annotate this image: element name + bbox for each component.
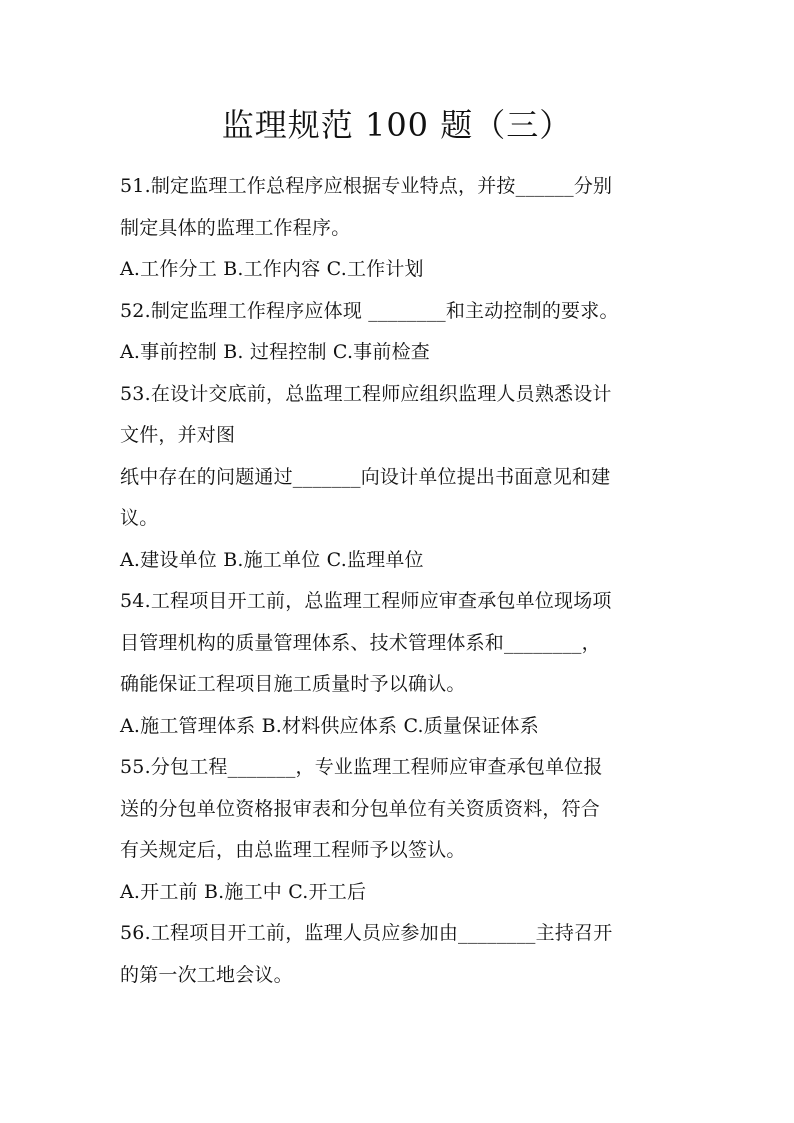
text-line: 54.工程项目开工前，总监理工程师应审查承包单位现场项 bbox=[120, 590, 612, 612]
text-line: 制定具体的监理工作程序。 bbox=[120, 216, 351, 239]
text-line: 的第一次工地会议。 bbox=[120, 963, 293, 986]
text-line: 52.制定监理工作程序应体现 ________和主动控制的要求。 bbox=[120, 299, 619, 322]
answer-options: A.建设单位 B.施工单位 C.监理单位 bbox=[120, 548, 424, 571]
text-line: 议。 bbox=[120, 507, 159, 529]
text-line: 纸中存在的问题通过_______向设计单位提出书面意见和建 bbox=[120, 465, 611, 488]
answer-options: A.施工管理体系 B.材料供应体系 C.质量保证体系 bbox=[120, 714, 539, 737]
text-line: 51.制定监理工作总程序应根据专业特点，并按______分别 bbox=[120, 175, 613, 197]
answer-options: A.事前控制 B. 过程控制 C.事前检查 bbox=[120, 341, 430, 363]
text-line: 53.在设计交底前，总监理工程师应组织监理人员熟悉设计 bbox=[120, 382, 612, 405]
text-line: 55.分包工程_______，专业监理工程师应审查承包单位报 bbox=[120, 756, 603, 778]
text-line: 有关规定后，由总监理工程师予以签认。 bbox=[120, 839, 466, 861]
question-list bbox=[120, 166, 680, 996]
text-line: 目管理机构的质量管理体系、技术管理体系和________， bbox=[120, 631, 601, 654]
text-line: 文件，并对图 bbox=[120, 424, 236, 446]
text-line: 确能保证工程项目施工质量时予以确认。 bbox=[120, 673, 466, 695]
answer-options: A.开工前 B.施工中 C.开工后 bbox=[120, 880, 367, 903]
text-line: 56.工程项目开工前，监理人员应参加由________主持召开 bbox=[120, 922, 613, 944]
answer-options: A.工作分工 B.工作内容 C.工作计划 bbox=[120, 258, 424, 280]
text-line: 送的分包单位资格报审表和分包单位有关资质资料，符合 bbox=[120, 797, 601, 820]
page-title: 监理规范 100 题（三） bbox=[221, 106, 573, 144]
